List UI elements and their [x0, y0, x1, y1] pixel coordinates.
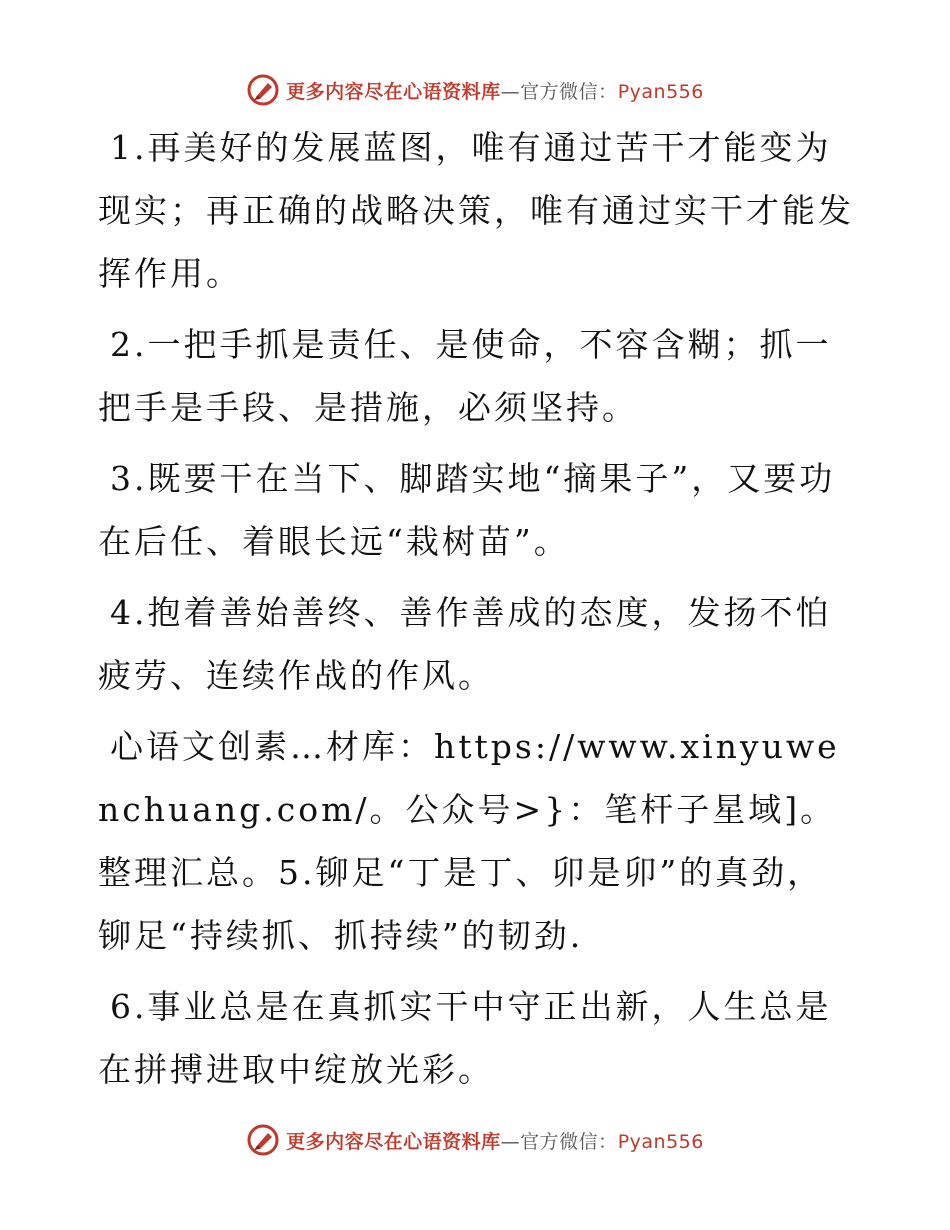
banner-brand: 更多内容尽在心语资料库: [286, 80, 501, 103]
paragraph-6: 6.事业总是在真抓实干中守正出新，人生总是在拼搏进取中绽放光彩。: [98, 987, 832, 1089]
paragraph-4: 4.抱着善始善终、善作善成的态度，发扬不怕疲劳、连续作战的作风。: [98, 593, 832, 695]
banner-wechat-label: 官方微信：: [520, 1130, 618, 1153]
paragraph-1: 1.再美好的发展蓝图，唯有通过苦干才能变为现实；再正确的战略决策，唯有通过实干才能发挥作用。: [98, 128, 854, 293]
banner-wechat-label: 官方微信：: [520, 80, 618, 103]
footer-banner-text: [286, 1127, 704, 1154]
paragraph-5: 心语文创素…材库：https://www.xinyuwenchuang.com/。公众号>}：笔杆子星域]。整理汇总。5.铆足“丁是丁、卯是卯”的真劲，铆足“持续抓、抓持续”的韧劲.: [98, 727, 840, 955]
banner-separator: —: [500, 80, 521, 103]
header-watermark-banner: [0, 70, 950, 110]
banner-separator: —: [500, 1130, 521, 1153]
pen-nib-circle-logo-icon: [246, 73, 280, 107]
banner-brand: 更多内容尽在心语资料库: [286, 1130, 501, 1153]
header-banner-text: [286, 77, 704, 104]
pen-nib-circle-logo-icon: [246, 1123, 280, 1157]
banner-wechat-id: Pyan556: [617, 1130, 704, 1153]
document-body: [98, 116, 858, 1109]
paragraph-3: 3.既要干在当下、脚踏实地“摘果子”，又要功在后任、着眼长远“栽树苗”。: [98, 459, 836, 561]
footer-watermark-banner: [0, 1120, 950, 1160]
banner-wechat-id: Pyan556: [617, 80, 704, 103]
paragraph-2: 2.一把手抓是责任、是使命，不容含糊；抓一把手是手段、是措施，必须坚持。: [98, 325, 832, 427]
